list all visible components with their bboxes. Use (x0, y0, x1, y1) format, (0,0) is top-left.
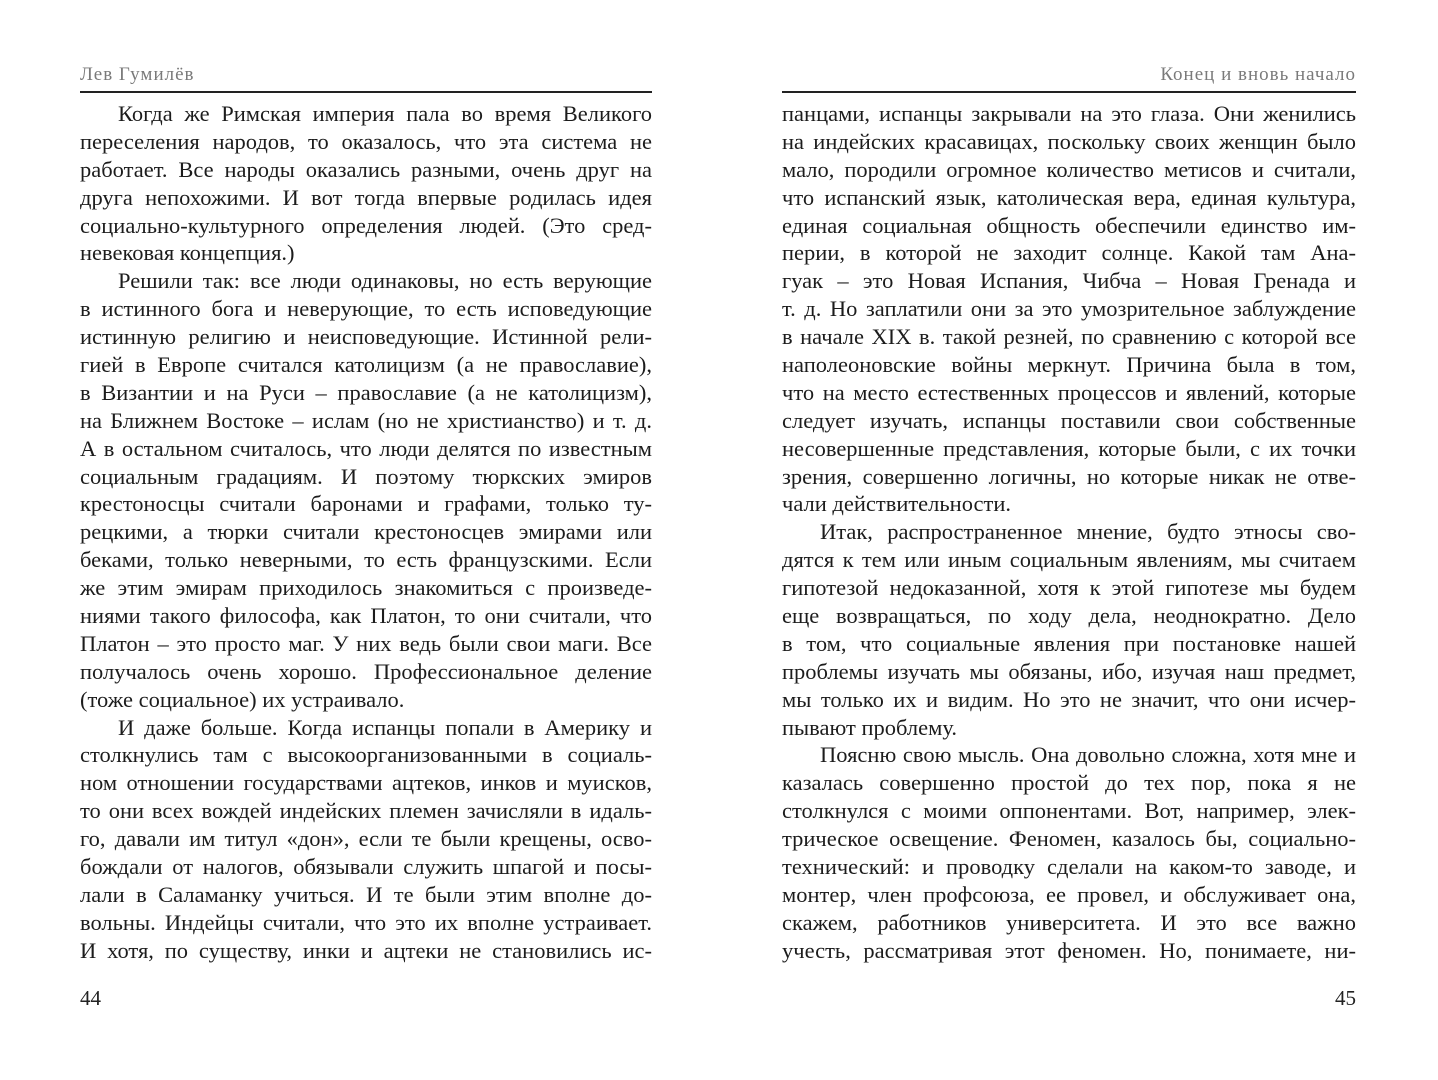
text-line: же этим эмирам приходилось знакомиться с произведе- (80, 575, 652, 601)
text-line: следует изучать, испанцы поставили свои собственные (782, 407, 1356, 433)
text-line: в истинного бога и неверующие, то есть исповедующие (80, 296, 652, 322)
text-line: то они всех вождей индейских племен зачисляли в идаль- (80, 798, 652, 824)
text-line: Поясню свою мысль. Она довольно сложна, хотя мне и (820, 742, 1356, 768)
text-line: учесть, рассматривая этот феномен. Но, понимаете, ни- (782, 937, 1356, 963)
text-line: го, давали им титул «дон», если те были крещены, осво- (80, 826, 652, 852)
text-line: столкнулись там с высокоорганизованными в социаль- (80, 742, 652, 768)
text-line: гипотезой недоказанной, хотя к этой гипотезе мы будем (782, 575, 1356, 601)
text-line: И хотя, по существу, инки и ацтеки не становились ис- (80, 937, 652, 963)
text-line: Когда же Римская империя пала во время Великого (118, 101, 652, 126)
text-line: проблемы изучать мы обязаны, ибо, изучая наш предмет, (782, 658, 1356, 684)
text-line: еще возвращаться, по ходу дела, неоднократно. Дело (782, 603, 1356, 629)
text-line: вольны. Индейцы считали, что это их вполне устраивает. (80, 909, 652, 935)
text-line: пывают проблему. (782, 714, 957, 740)
text-line: на Ближнем Востоке – ислам (но не христианство) и т. д. (80, 407, 652, 433)
text-line: ниями такого философа, как Платон, то они считали, что (80, 603, 652, 629)
text-line: что испанский язык, католическая вера, единая культура, (782, 184, 1356, 210)
text-line: А в остальном считалось, что люди делятся по известным (80, 435, 652, 461)
text-line: бождали от налогов, обязывали служить шпагой и посы- (80, 854, 652, 880)
running-head-author: Лев Гумилёв (80, 64, 195, 85)
text-line: в начале XIX в. такой резней, по сравнению с которой все (782, 324, 1356, 350)
text-line: социальным градациям. И поэтому тюркских эмиров (80, 463, 652, 489)
text-line: трическое освещение. Феномен, казалось бы, социально- (782, 826, 1356, 852)
text-line: чали действительности. (782, 491, 1011, 517)
text-line: социально-культурного определения людей. (Это сред- (80, 212, 652, 238)
text-line: Решили так: все люди одинаковы, но есть верующие (118, 268, 652, 294)
running-head-title: Конец и вновь начало (1160, 64, 1356, 85)
text-line: друга непохожими. И вот тогда впервые родилась идея (80, 184, 652, 210)
text-line: монтер, член профсоюза, ее провел, и обслуживает она, (782, 881, 1356, 907)
text-line: на индейских красавицах, поскольку своих женщин было (782, 128, 1356, 154)
text-line: дятся к тем или иным социальным явлениям, мы считаем (782, 547, 1356, 573)
left-page (80, 0, 652, 1080)
page-body-text (782, 100, 1356, 965)
text-line: технический: и проводку сделали на каком-то заводе, и (782, 854, 1356, 880)
text-line: единая социальная общность обеспечили единство им- (782, 212, 1356, 238)
text-line: переселения народов, то оказалось, что эта система не (80, 128, 652, 154)
text-line: невековая концепция.) (80, 240, 295, 266)
text-line: Итак, распространенное мнение, будто этносы сво- (820, 519, 1356, 545)
text-line: панцами, испанцы закрывали на это глаза. Они женились (782, 101, 1356, 126)
right-page (782, 0, 1356, 1080)
header-rule (782, 91, 1356, 93)
text-line: (тоже социальное) их устраивало. (80, 686, 405, 712)
text-line: лали в Саламанку учиться. И те были этим вполне до- (80, 881, 652, 907)
text-line: ном отношении государствами ацтеков, инков и муисков, (80, 770, 652, 796)
text-line: столкнулся с моими оппонентами. Вот, например, элек- (782, 798, 1356, 824)
header-rule (80, 91, 652, 93)
text-line: истинную религию и неисповедующие. Истинной рели- (80, 324, 652, 350)
text-line: т. д. Но заплатили они за это умозрительное заблуждение (782, 296, 1356, 322)
text-line: что на место естественных процессов и явлений, которые (782, 379, 1356, 405)
text-line: в Византии и на Руси – православие (а не католицизм), (80, 379, 652, 405)
text-line: мы только их и видим. Но это не значит, что они исчер- (782, 686, 1356, 712)
page-number: 44 (80, 986, 101, 1010)
text-line: гуак – это Новая Испания, Чибча – Новая Гренада и (782, 268, 1356, 294)
text-line: рецкими, а тюрки считали крестоносцев эмирами или (80, 519, 652, 545)
text-line: гией в Европе считался католицизм (а не православие), (80, 352, 652, 378)
text-line: мало, породили огромное количество метисов и считали, (782, 156, 1356, 182)
text-line: крестоносцы считали баронами и графами, только ту- (80, 491, 652, 517)
page-body-text (80, 100, 652, 965)
text-line: наполеоновские войны меркнут. Причина была в том, (782, 352, 1356, 378)
text-line: перии, в которой не заходит солнце. Какой там Ана- (782, 240, 1356, 266)
text-line: И даже больше. Когда испанцы попали в Америку и (118, 714, 652, 740)
text-line: казалась совершенно простой до тех пор, пока я не (782, 770, 1356, 796)
text-line: получалось очень хорошо. Профессиональное деление (80, 658, 652, 684)
text-line: беками, только неверными, то есть французскими. Если (80, 547, 652, 573)
text-line: скажем, работников университета. И это все важно (782, 909, 1356, 935)
text-line: Платон – это просто маг. У них ведь были свои маги. Все (80, 630, 652, 656)
text-line: в том, что социальные явления при постановке нашей (782, 630, 1356, 656)
page-number: 45 (1335, 986, 1356, 1010)
text-line: несовершенные представления, которые были, с их точки (782, 435, 1356, 461)
text-line: работает. Все народы оказались разными, очень друг на (80, 156, 652, 182)
text-line: зрения, совершенно логичны, но которые никак не отве- (782, 463, 1356, 489)
